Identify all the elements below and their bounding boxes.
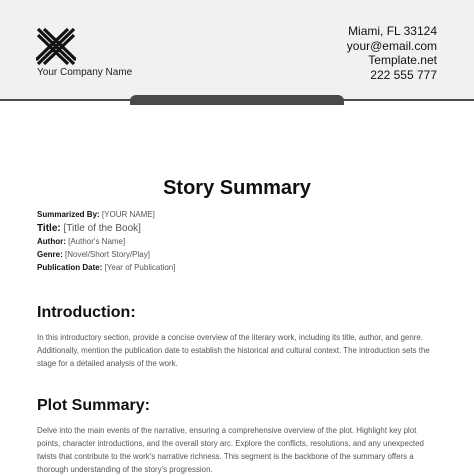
meta-label: Author: <box>37 237 66 246</box>
meta-label: Title: <box>37 223 61 234</box>
meta-value: [Year of Publication] <box>104 263 176 272</box>
company-phone: 222 555 777 <box>370 67 437 82</box>
meta-genre <box>37 250 437 259</box>
letterhead <box>0 0 474 100</box>
section-body-plot-summary: Delve into the main events of the narrative, ensuring a comprehensive overview of the plot. Highlight key plot points, character introductions, and the overall story arc. Explore the conflicts, resolutions, and any unexpected twists that contribute to the work's narrative richness. This segment is the backbone of the summary offers a thorough understanding of the story's progression. <box>37 426 424 474</box>
company-address: Miami, FL 33124 <box>348 24 437 38</box>
document-title: Story Summary <box>163 177 311 199</box>
meta-label: Publication Date: <box>37 263 103 272</box>
meta-title <box>37 223 437 234</box>
meta-value: [Title of the Book] <box>63 223 141 234</box>
section-body-introduction: In this introductory section, provide a concise overview of the literary work, including its title, author, and genre. Additionally, mention the publication date to establish the historical and cultural context. The introduction sets the stage for a detailed analysis of the work. <box>37 333 430 368</box>
meta-publication-date <box>37 263 437 272</box>
meta-summarized-by <box>37 210 437 219</box>
company-logo-icon <box>36 26 76 66</box>
section-heading-introduction: Introduction: <box>37 304 136 321</box>
meta-label: Summarized By: <box>37 210 100 219</box>
meta-value: [Author's Name] <box>68 237 126 246</box>
meta-label: Genre: <box>37 250 63 259</box>
section-heading-plot-summary: Plot Summary: <box>37 397 150 414</box>
header-tab-decoration <box>130 95 344 105</box>
meta-value: [Novel/Short Story/Play] <box>65 250 150 259</box>
company-name: Your Company Name <box>37 67 133 78</box>
document-meta <box>37 210 437 276</box>
company-email[interactable]: your@email.com <box>346 38 437 53</box>
contact-block <box>347 24 437 82</box>
meta-value: [YOUR NAME] <box>101 210 155 219</box>
company-website[interactable]: Template.net <box>368 53 437 67</box>
meta-author <box>37 237 437 246</box>
